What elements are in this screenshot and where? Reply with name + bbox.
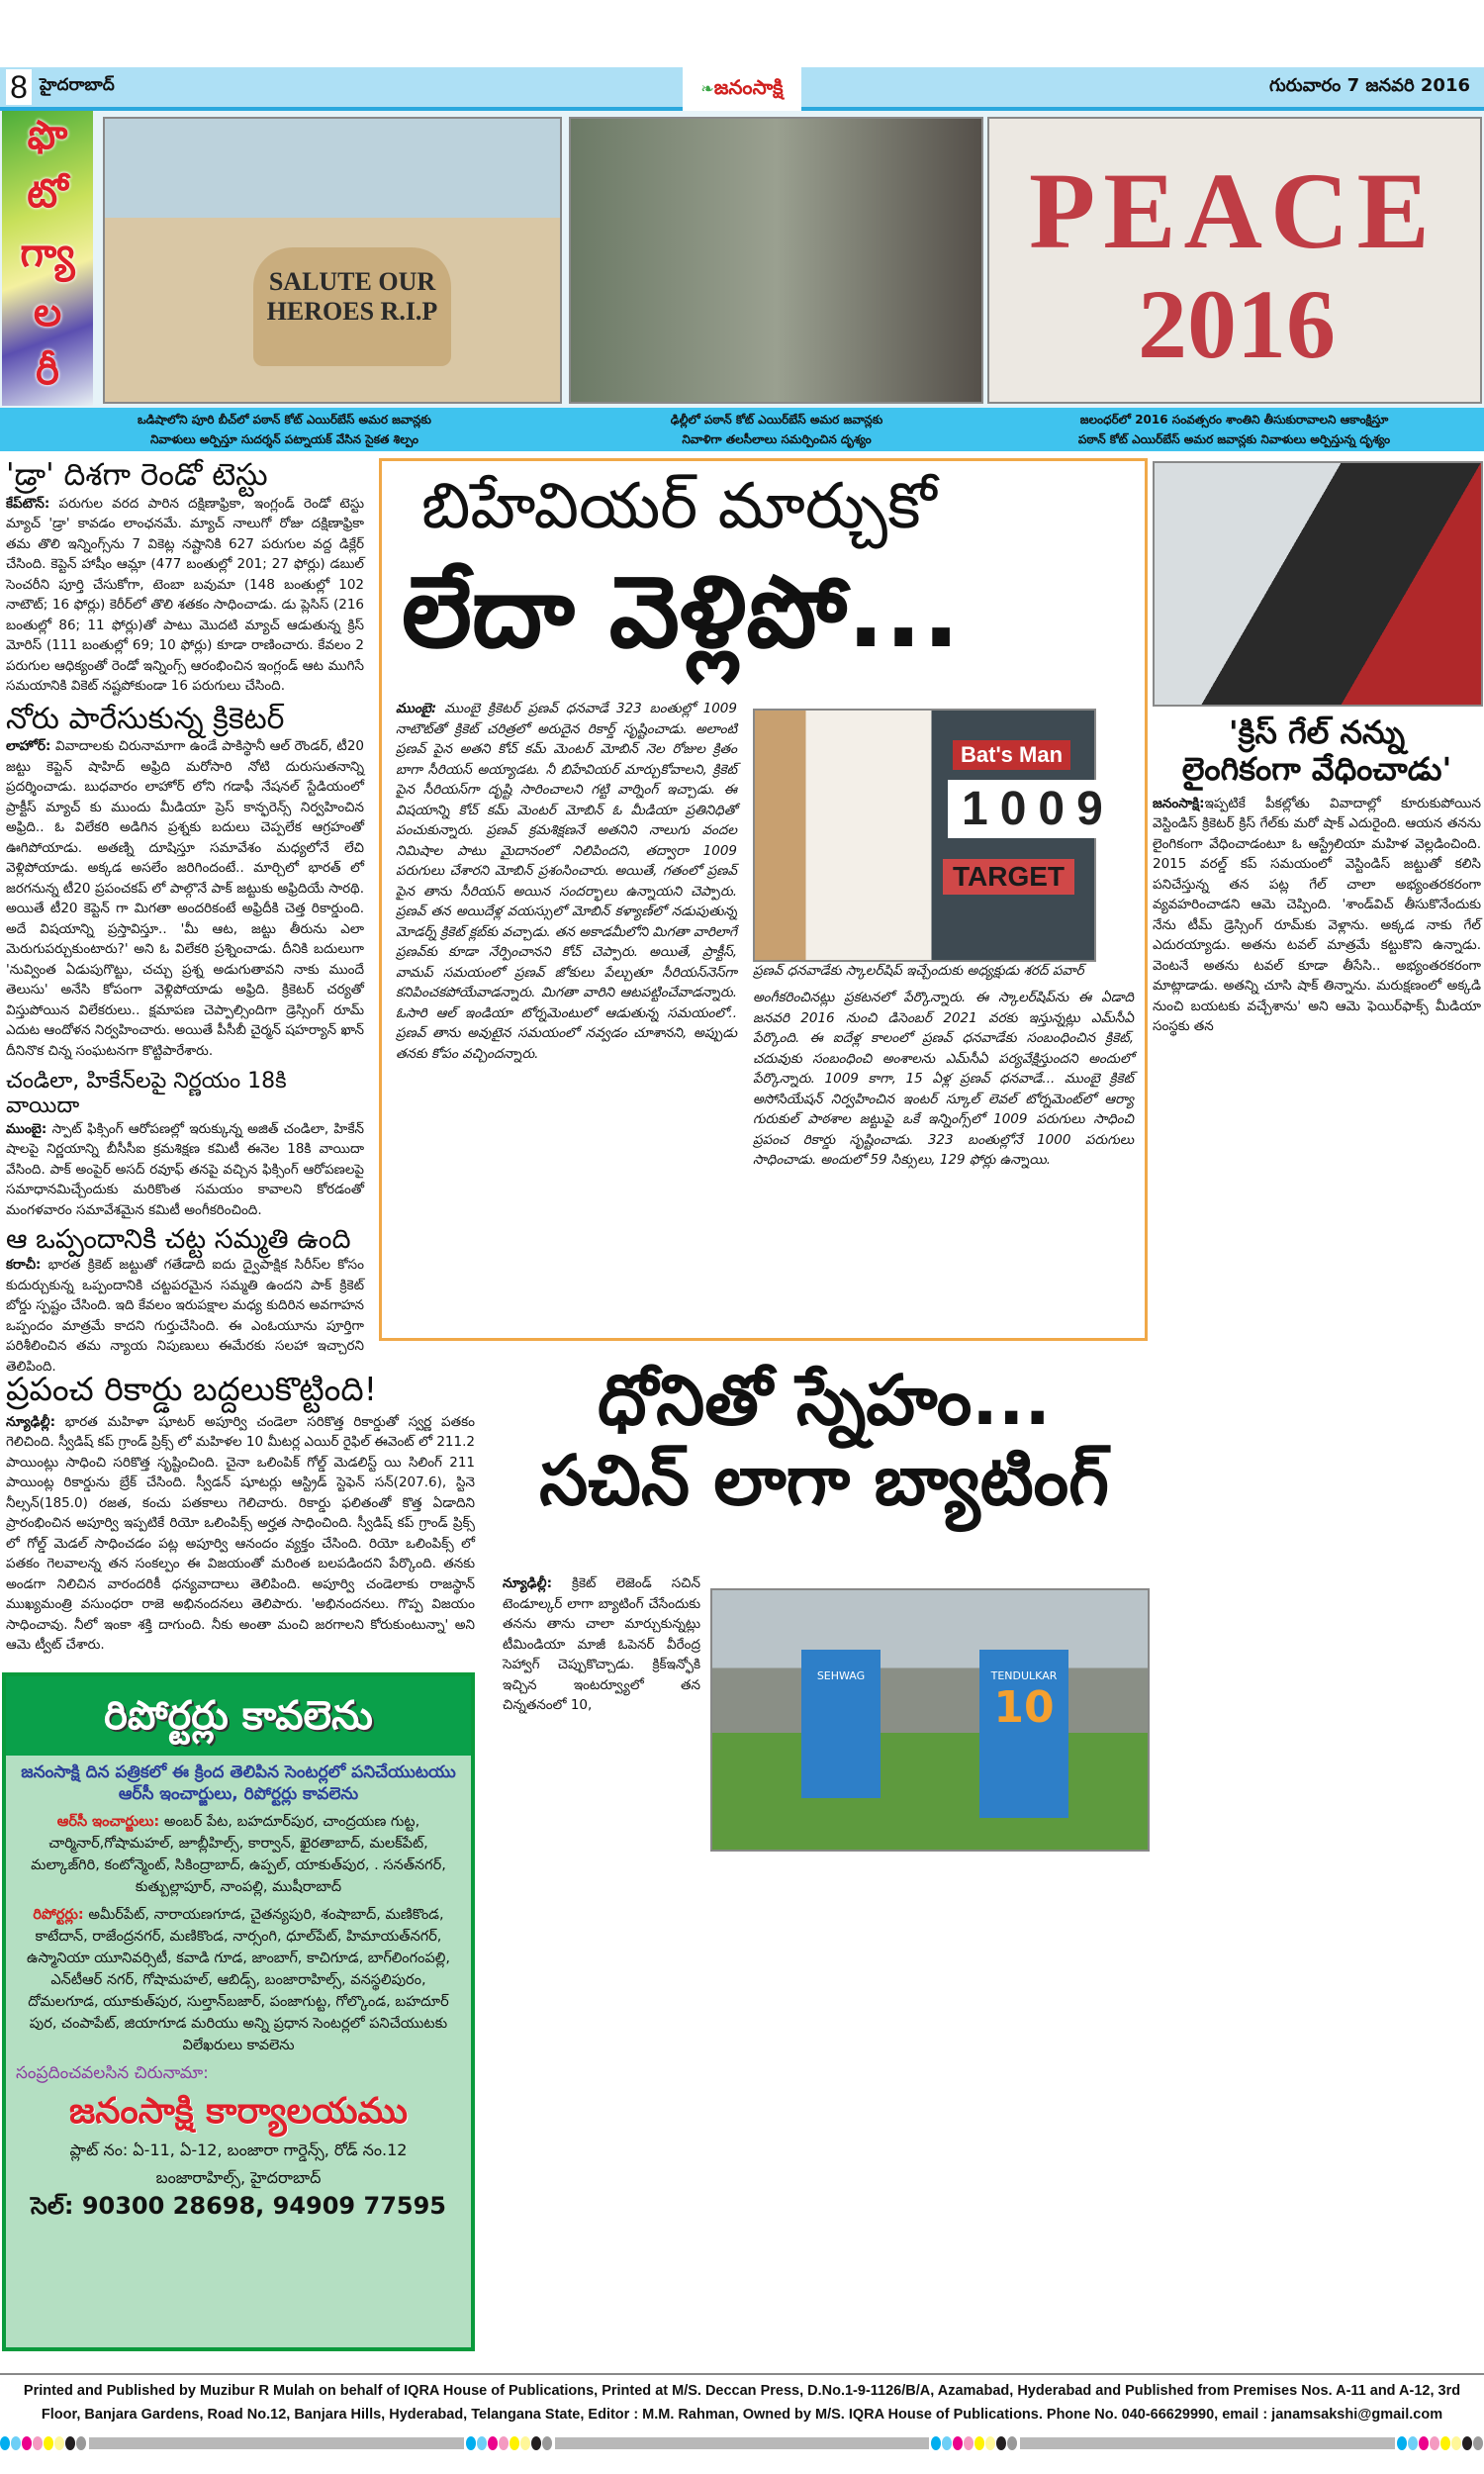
registration-dot (1430, 2436, 1439, 2450)
ad-rc-centers: అంబర్ పేట, బహదూర్‌పుర, చాంద్రయణ గుట్ట, చార్మినార్,గోషామహల్, జూబ్లీహిల్స్, కార్వాన్, ఖైరతాబాద్, మలక్‌పేట్, మల్కాజ్‌గిరి, కంటోన్మెంట్, సికింద్రాబాద్, ఉప్పల్, యాకుత్‌పుర, . సనత్‌నగర్, కుత్బుల్లాపూర్, నాంపల్లి, ముషీరాబాద్ (31, 1814, 446, 1895)
article-body-col2: అంగీకరించినట్లు ప్రకటనలో పేర్కొన్నారు. ఈ స్కాలర్‌షిప్‌ను ఈ ఏడాది జనవరి 2016 నుంచి డిసెంబర్ 2021 వరకు ఇస్తున్నట్లు ఎమ్‌సీఏ పేర్కొంది. ఈ ఐదేళ్ల కాలంలో ప్రణవ్ ధనవాడేకు సంబంధించిన క్రికెట్, చదువుకు సంబంధించి అంశాలను ఎమ్‌సీఏ పర్యవేక్షిస్తుందని అందులో పేర్కొన్నారు. 1009 కాగా, 15 ఏళ్ల ప్రణవ్ ధనవాడే... ముంబై క్రికెట్ అసోసియేషన్ నిర్వహించిన ఇంటర్ స్కూల్ లెవల్ టోర్నమెంట్‌లో ఆర్యా గురుకుల్ పాఠశాల జట్టుపై ఒకే ఇన్నింగ్స్‌లో 1009 పరుగులు సాధించి ప్రపంచ రికార్డు సృష్టించాడు. 323 బంతుల్లోనే 1000 పరుగులు సాధించాడు. అందులో 59 సిక్సులు, 129 ఫోర్లు ఉన్నాయి. (753, 990, 1134, 1168)
article-world-record (6, 1412, 475, 1656)
registration-dot (11, 2436, 21, 2450)
sehwag-sachin-photo (710, 1588, 1150, 1852)
caption-line: పఠాన్ కోట్ ఎయిర్‌బేస్ అమర జవాన్లకు నివాళులు అర్పిస్తున్న దృశ్యం (1077, 432, 1391, 446)
registration-dot (1440, 2436, 1450, 2450)
caption-line: జలంధర్‌లో 2016 సంవత్సరం శాంతిని తీసుకురావాలని ఆకాంక్షిస్తూ (1079, 413, 1389, 427)
headline-draw-test: 'డ్రా' దిశగా రెండో టెస్టు (6, 457, 268, 493)
dateline: న్యూఢిల్లీ: (6, 1413, 55, 1430)
registration-dot (65, 2436, 75, 2450)
ad-phone: సెల్: 90300 28698, 94909 77595 (31, 2192, 446, 2220)
masthead-logo (683, 63, 801, 111)
registration-strip (555, 2437, 930, 2449)
registration-dot (488, 2436, 498, 2450)
registration-dot (1462, 2436, 1472, 2450)
caption-2 (569, 408, 984, 451)
headline-line1: బిహేవియర్ మార్చుకో (421, 470, 937, 543)
pranav-article-box (379, 458, 1148, 1341)
peace-2016-photo (987, 117, 1482, 404)
gallery-label-char: ల (33, 289, 62, 335)
registration-dot (54, 2436, 64, 2450)
article-body-col1 (396, 699, 737, 1064)
registration-dot (1007, 2436, 1017, 2450)
registration-dot (531, 2436, 541, 2450)
caption-line: ఒడిషాలోని పూరి బీచ్‌లో పఠాన్ కోట్ ఎయిర్‌బేస్ అమర జవాన్లకు (138, 413, 431, 427)
ad-intro: జనంసాక్షి దిన పత్రికలో ఈ క్రింద తెలిపిన సెంటర్లలో పనిచేయుటయు ఆర్‌సీ ఇంచార్జులు, రిపోర్టర్లు కావలెను (21, 1762, 456, 1804)
gayle-article (1153, 714, 1481, 1037)
registration-dot (1451, 2436, 1461, 2450)
imprint-line2: Floor, Banjara Gardens, Road No.12, Banjara Hills, Hyderabad, Telangana State, Editor : M.M. Rahman, Owned by M/S. IQRA House of Publications. Phone No. 040-66629990, email : janamsakshi@gmail.com (41, 2407, 1443, 2423)
registration-dot (985, 2436, 995, 2450)
ad-rc-list (16, 1811, 461, 1898)
peace-formation-text: PEACE (1029, 150, 1438, 271)
article-body: స్పాట్ ఫిక్సింగ్ ఆరోపణల్లో ఇరుక్కున్న అజిత్ చండిలా, హికేన్ షాలపై నిర్ణయాన్ని బీసీసీఐ క్రమశిక్షణ కమిటీ ఈనెల 18కి వాయిదా వేసింది. పాక్ అంపైర్ అసద్ రవూఫ్ తనపై వచ్చిన ఫిక్సింగ్ ఆరోపణలపై సమాధానమిచ్చేందుకు మరికొంత సమయం కావాలని కోరడంతో మంగళవారం సమావేశమైన కమిటీ అంగీకరించింది. (6, 1120, 364, 1218)
dateline: ముంబై: (396, 701, 437, 716)
article-draw-test (6, 494, 364, 697)
registration-dot (942, 2436, 952, 2450)
registration-dot (33, 2436, 43, 2450)
registration-dot (44, 2436, 53, 2450)
registration-dot (542, 2436, 552, 2450)
gallery-captions (0, 408, 1484, 451)
caption-3 (984, 408, 1484, 451)
sehwag-article-body (503, 1573, 700, 1716)
photo-gallery (0, 111, 1484, 408)
left-column (6, 458, 364, 1377)
article-body: భారత క్రికెట్ జట్టుతో గతేడాది ఐదు ద్వైపాక్షిక సిరీస్‌ల కోసం కుదుర్చుకున్న ఒప్పందానికి చట్టపరమైన సమ్మతి ఉందని పాక్ క్రికెట్ బోర్డు స్పష్టం చేసింది. ఇది కేవలం ఇరుపక్షాల మధ్య కుదిరిన అవగాహన ఒప్పందం మాత్రమే కాదని గుర్తుచేసింది. ఈ ఎంఓయూను పూర్తిగా పరిశీలించిన తమ న్యాయ నిపుణులు ఈమేరకు సలహా ఇచ్చారని తెలిపింది. (6, 1257, 364, 1375)
photo-caption: ప్రణవ్ ధనవాడేకు స్కాలర్‌షిప్ ఇచ్చేందుకు అధ్యక్షుడు శరద్ పవార్ (753, 963, 1084, 979)
year-formation-text: 2016 (1138, 269, 1336, 379)
registration-dot (1473, 2436, 1483, 2450)
registration-dot (1408, 2436, 1418, 2450)
caption-line: నివాళులు అర్పిస్తూ సుదర్శన్ పట్నాయక్ వేసిన సైకత శిల్పం (149, 432, 419, 446)
caption-line: నివాళిగా తలసీలాలు సమర్పించిన దృశ్యం (682, 432, 872, 446)
scoreboard-label: Bat's Man (953, 740, 1070, 770)
dateline: లాహోర్: (6, 738, 51, 755)
imprint-footer (0, 2373, 1484, 2426)
registration-dot (22, 2436, 32, 2450)
logo-text: జనంసాక్షి (713, 75, 784, 99)
registration-dot (477, 2436, 487, 2450)
headline-line2: లేదా వెళ్లిపో... (402, 554, 961, 670)
jersey-name: TENDULKAR (990, 1669, 1058, 1682)
jersey-sehwag: SEHWAG (801, 1650, 881, 1798)
ad-office-name: జనంసాక్షి కార్యాలయము (68, 2091, 409, 2132)
registration-dot (996, 2436, 1006, 2450)
ad-rc-label: ఆర్‌సీ ఇంచార్జులు: (56, 1814, 160, 1830)
gayle-article-body (1153, 794, 1481, 1037)
registration-dot (1419, 2436, 1429, 2450)
registration-dot (510, 2436, 519, 2450)
scoreboard-target: TARGET (943, 859, 1074, 895)
edition-city: హైదరాబాద్ (40, 75, 115, 95)
headline-line1: ధోనితో స్నేహం... (597, 1360, 1052, 1441)
article-body: వివాదాలకు చిరునామాగా ఉండే పాకిస్థానీ ఆల్ రౌండర్, టీ20 జట్టు కెప్టెన్ షాహిద్ అఫ్రిది మరోసారి నోటి దురుసుతనాన్ని ప్రదర్శించాడు. బుధవారం లాహోర్ లోని గడాఫీ నేషనల్ స్టేడియంలో ప్రాక్టీస్ మ్యాచ్ కు ముందు మీడియా ప్రెస్ కాన్ఫరెన్స్ నిర్వహించిన అఫ్రిది.. ఓ విలేకరి అడిగిన ప్రశ్నకు బదులు చెప్పలేక ఆగ్రహంతో ఊగిపోయాడు. అతణ్ని దూషిస్తూ సమావేశం మధ్యలోనే లేచి వెళ్లిపోయాడు. అక్కడ అసలేం జరిగిందంటే.. మార్చిలో భారత్ లో జరగనున్న టీ20 ప్రపంచకప్ లో పాల్గొనే పాక్ జట్టుకు అఫ్రిదియే సారథి. అయితే టీ20 కెప్టెన్ గా మిగతా అందరికంటే అఫ్రిదీకి చెత్త రికార్డుంది. అదే విషయాన్ని ప్రస్తావిస్తూ.. 'మీ ఆట, జట్టు తీరును ఎలా మెరుగుపర్చుకుంటారు?' అని ఓ విలేకరి ప్రశ్నించాడు. దీనికి బదులుగా 'నువ్వింత ఏడుపుగొట్టు, చచ్చు ప్రశ్న అడుగుతావని నాకు ముందే తెలుసు' అనేసి కోపంగా వెళ్లిపోయాడు అఫ్రిది. క్రికెటర్ చర్యతో విస్తుపోయిన విలేకరులు.. క్షమాపణ చెప్పాల్సిందిగా డ్రెస్సింగ్ రూమ్ ఎదుట ఆందోళన నిర్వహించారు. అయితే పీసీబీ చైర్మన్ షహర్యాన్ ఖాన్ దీనినొక చిన్న సంఘటనగా కొట్టిపారేశారు. (6, 738, 364, 1059)
article-cricketer (6, 736, 364, 1061)
registration-dot (76, 2436, 86, 2450)
dateline: ముంబై: (6, 1120, 47, 1137)
ad-address-line2: బంజారాహిల్స్, హైదరాబాద్ (155, 2168, 322, 2187)
jersey-number: 10 (993, 1682, 1055, 1733)
ad-contact-label: సంప్రదించవలసిన చిరునామా: (16, 2063, 209, 2083)
registration-dot (1397, 2436, 1407, 2450)
article-body: క్రికెట్ లెజెండ్ సచిన్ టెండూల్కర్ లాగా బ్యాటింగ్ చేసేందుకు తనను తాను చాలా మార్చుకున్నట్లు టీమిండియా మాజీ ఓపెనర్ వీరేంద్ర సెహ్వాగ్ చెప్పుకొచ్చాడు. క్రిక్‌ఇన్ఫోకి ఇచ్చిన ఇంటర్వ్యూలో తన చిన్నతనంలో 10, (503, 1575, 700, 1713)
ad-address-line1: ప్లాట్ నం: ఏ-11, ఏ-12, బంజారా గార్డెన్స్, రోడ్ నం.12 (69, 2141, 408, 2159)
registration-dot (964, 2436, 974, 2450)
leaf-icon: ❧ (700, 79, 714, 98)
headline-line1: 'క్రిస్ గేల్ నన్ను (1228, 714, 1406, 751)
registration-dot (0, 2436, 10, 2450)
ad-title: రిపోర్టర్లు కావలెను (6, 1676, 471, 1756)
article-body: పరుగుల వరద పారిన దక్షిణాఫ్రికా, ఇంగ్లండ్ రెండో టెస్టు మ్యాచ్ 'డ్రా' కావడం లాంఛనమే. మ్యాచ్ నాలుగో రోజు దక్షిణాఫ్రికా తమ తొలి ఇన్నింగ్స్‌ను 7 వికెట్ల నష్టానికి 627 పరుగుల వద్ద డిక్లేర్ చేసింది. కెప్టెన్ హాషీం ఆమ్లా (477 బంతుల్లో 201; 27 ఫోర్లు) డబుల్ సెంచరీని పూర్తి చేసుకోగా, టెంబా బవుమా (148 బంతుల్లో 102 నాటౌట్; 16 ఫోర్లు) కెరీర్‌లో తొలి శతకం సాధించాడు. డు ప్లెసిస్ (216 బంతుల్లో 86; 11 ఫోర్లు)తో పాటు మొదటి మ్యాచ్ ఆడుతున్న క్రిస్ మోరిస్ (111 బంతుల్లో 69; 10 ఫోర్లు) కూడా రాణించారు. కేవలం 2 పరుగుల ఆధిక్యంతో రెండో ఇన్నింగ్స్ ఆరంభించిన ఇంగ్లండ్ ఆట ముగిసే సమయానికి వికెట్ నష్టపోకుండా 16 పరుగులు చేసింది. (6, 495, 364, 695)
article-body: ఇప్పటికే పీకల్లోతు వివాదాల్లో కూరుకుపోయిన వెస్టిండిస్ క్రికెటర్ క్రిస్ గేల్‌కు మరో షాక్ ఎదురైంది. ఆయన తనను లైంగికంగా వేధించాడంటూ ఓ ఆస్ట్రేలియా మహిళ వెల్లడించింది. 2015 వరల్డ్ కప్ సమయంలో వెస్టిండిస్ జట్టుతో కలిసి పనిచేస్తున్న తన పట్ల గేల్ చాలా అభ్యంతరకరంగా వ్యవహరించాడని ఆమె చెప్పింది. 'శాండ్‌విచ్ తీసుకొనేందుకు నేను టీమ్ డ్రెస్సింగ్ రూమ్‌కు వెళ్లాను. అక్కడ నాకు గేల్ ఎదురయ్యాడు. అతను టవల్ మాత్రమే కట్టుకొని ఉన్నాడు. వెంటనే అతను టవల్ కూడా తీసేసి.. అభ్యంతరకరంగా మాట్లాడాడు. అతన్ని చూసి షాక్ తిన్నాను. మరుక్షణంలో అక్కడి నుంచి బయటకు వచ్చేశాను' అని ఆమె ఫెయిర్‌ఫాక్స్ మీడియా సంస్థకు తన (1153, 795, 1481, 1035)
headline-chandila: చండిలా, హికేన్‌లపై నిర్ణయం 18కి వాయిదా (6, 1069, 287, 1119)
issue-date: గురువారం 7 జనవరి 2016 (1269, 75, 1470, 96)
gallery-label-char: గ్యా (20, 230, 75, 276)
headline-line2: సచిన్ లాగా బ్యాటింగ్ (539, 1439, 1109, 1521)
article-chandila (6, 1119, 364, 1221)
headline-world-record: ప్రపంచ రికార్డు బద్దలుకొట్టింది! (6, 1370, 377, 1408)
caption-line: ఢిల్లీలో పఠాన్ కోట్ ఎయిర్‌బేస్ అమర జవాన్లకు (670, 413, 883, 427)
ad-reporter-list (16, 1904, 461, 2056)
registration-dot (953, 2436, 963, 2450)
imprint-line1: Printed and Published by Muzibur R Mulah on behalf of IQRA House of Publications, Printed at M/S. Deccan Press, D.No.1-9-1126/B/A, Azamabad, Hyderabad and Published from Premises Nos. A-11 and A-12, 3rd (23, 2383, 1461, 2399)
ad-reporter-centers: అమీర్‌పేట్, నారాయణగూడ, చైతన్యపురి, శంషాబాద్, మణికొండ, కాటేదాన్, రాజేంద్రనగర్, మణికొండ, నార్సంగి, ధూల్‌పేట్, హిమాయత్‌నగర్, ఉస్మానియా యూనివర్సిటీ, కవాడి గూడ, జాంబాగ్, కాచిగూడ, బాగ్‌లింగంపల్లి, ఎన్‌టీఆర్ నగర్, గోషామహల్, ఆబిడ్స్, బంజారాహిల్స్, వనస్థలిపురం, దోమలగూడ, యూకుత్‌పుర, సుల్తాన్‌బజార్, పంజాగుట్ట, గోల్కొండ, బహదూర్ పుర, చంపాపేట్, జియాగూడ మరియు అన్ని ప్రధాన సెంటర్లలో పనిచేయుటకు విలేఖరులు కావలెను (26, 1907, 451, 2053)
ad-reporter-label: రిపోర్టర్లు: (33, 1907, 84, 1923)
pranav-photo (753, 709, 1115, 962)
registration-dot (931, 2436, 941, 2450)
gallery-label (2, 111, 93, 406)
page-number: 8 (6, 69, 32, 105)
registration-dot (974, 2436, 984, 2450)
registration-dot (520, 2436, 530, 2450)
registration-dot (466, 2436, 476, 2450)
headline-cricketer: నోరు పారేసుకున్న క్రికెటర్ (6, 701, 285, 736)
sand-sculpture-photo (103, 117, 562, 404)
registration-strip (89, 2437, 464, 2449)
article-body: భారత మహిళా షూటర్ అపూర్వి చండెలా సరికొత్త రికార్డుతో స్వర్ణ పతకం గెలిచింది. స్వీడిష్ కప్ గ్రాండ్ ప్రిక్స్ లో మహిళల 10 మీటర్ల ఎయిర్ రైఫిల్ ఈవెంట్ లో 211.2 పాయింట్లు సాధించి సరికొత్త సృష్టించింది. చైనా ఒలింపిక్ గోల్డ్ మెడలిస్ట్ యి సిలింగ్ 211 పాయింట్ల రికార్డును బ్రేక్ చేసింది. స్వీడన్ షూటర్లు ఆస్ట్రిడ్ స్టెఫెన్ సన్(207.6), స్టినె నీల్సన్(185.0) రజత, కంచు పతకాలు గెలిచారు. రికార్డు ఫలితంతో కొత్త ఏడాదిని ప్రారంభించిన అపూర్వి ఇప్పటికే రియో ఒలింపిక్స్ అర్హత సాధించింది. స్వీడిష్ కప్ గ్రాండ్ ప్రిక్స్ లో గోల్డ్ మెడల్ సాధించడం పట్ల అపూర్వి ఆనందం వ్యక్తం చేసింది. రియో ఒలింపిక్స్ లో పతకం గెలవాలన్న తన సంకల్పం ఈ విజయంతో మరింత బలపడిందని పేర్కొంది. తనకు అండగా నిలిచిన వారందరికీ ధన్యవాదాలు తెలిపింది. అపూర్వి చండెలాకు రాజస్థాన్ ముఖ్యమంత్రి వసుంధరా రాజె అభినందనలు తెలిపారు. 'అభినందనలు. గొప్ప విజయం సాధించావు. నీలో ఇంకా శక్తి దాగుంది. నీకు అంతా మంచి జరగాలని కోరుకుంటున్నా' అని ఆమె ట్వీట్ చేశారు. (6, 1413, 476, 1654)
dateline: కేప్‌టౌన్: (6, 495, 50, 512)
headline-line2: లైంగికంగా వేధించాడు' (1181, 749, 1452, 788)
sehwag-article (503, 1361, 1146, 1520)
page-header (0, 67, 1484, 111)
headline-agreement: ఆ ఒప్పందానికి చట్ట సమ్మతి ఉంది (6, 1224, 351, 1256)
tribute-photo (569, 117, 983, 404)
article-agreement (6, 1255, 364, 1377)
gallery-label-char: టో (27, 171, 68, 218)
dateline: కరాచీ: (6, 1257, 42, 1274)
scoreboard-score: 1009 (948, 780, 1129, 838)
world-record-article (6, 1371, 475, 1656)
article-body: ముంబై క్రికెటర్ ప్రణవ్ ధనవాడే 323 బంతుల్లో 1009 నాటౌట్‌తో క్రికెట్ చరిత్రలో అరుదైన రికార్డ్ సృష్టించాడు. అలాంటి ప్రణవ్ పైన అతని కోచ్ కమ్ మెంటర్ మోబిన్ నెల రోజుల క్రితం బాగా సీరియస్ అయ్యాడట. నీ బిహేవియర్ మార్చుకోవాలని, క్రికెట్ పైన సీరియస్‌గా దృష్టి సారించాలని గట్టి వార్నింగ్ ఇచ్చాడు. ఈ విషయాన్ని కోచ్ కమ్ మెంటర్ మోబిన్ ఓ మీడియా ప్రతినిధితో పంచుకున్నారు. ప్రణవ్ క్రమశిక్షణనే అతనిని నాలుగు వందల నిమిషాల పాటు మైదానంలో నిలిపిందని, తద్వారా 1009 పరుగులు చేశారని మోబిన్ ప్రశంసించారు. అయితే, గతంలో ప్రణవ్ పైన తాను సీరియస్ అయిన సందర్భాలు ఉన్నాయని చెప్పారు. ప్రణవ్ తన అయిదేళ్ల వయస్సులో మోబిన్ కళ్యాణ్‌లో నడుపుతున్న మోడర్న్ క్రికెట్ క్లబ్‌కు వచ్చాడు. తన అకాడమీలోని మిగతా వారిలాగే ప్రణవ్‌కు కూడా నేర్పించానని కోచ్ చెప్పారు. అయితే, ప్రాక్టీస్, వామప్ సమయంలో ప్రణవ్ జోకులు పేల్చుతూ సీరియస్‌నెస్‌గా కనిపించకపోయేవాడన్నారు. మిగతా వారిని ఆటపట్టించేవాడన్నారు. ఓసారి ఆల్ ఇండియా టోర్నమెంటులో ఆడుతున్న సమయంలో.. ప్రణవ్ తాను అవుటైన సమయంలో నవ్వడం చూశానని, అప్పుడు తనకు కోపం వచ్చిందన్నారు. (396, 701, 737, 1062)
jersey-tendulkar (979, 1650, 1068, 1818)
reporters-wanted-ad (2, 1672, 475, 2351)
print-color-bar (0, 2436, 1484, 2450)
registration-strip (1020, 2437, 1395, 2449)
gallery-label-char: రీ (36, 348, 59, 395)
dateline: జనంసాక్షి: (1153, 795, 1205, 811)
gallery-label-char: ఫొ (27, 112, 68, 158)
caption-1 (0, 408, 569, 451)
sand-sculpture-text: SALUTE OUR HEROES R.I.P (253, 247, 451, 366)
chris-gayle-photo (1153, 461, 1483, 707)
registration-dot (499, 2436, 509, 2450)
dateline: న్యూఢిల్లీ: (503, 1575, 552, 1591)
